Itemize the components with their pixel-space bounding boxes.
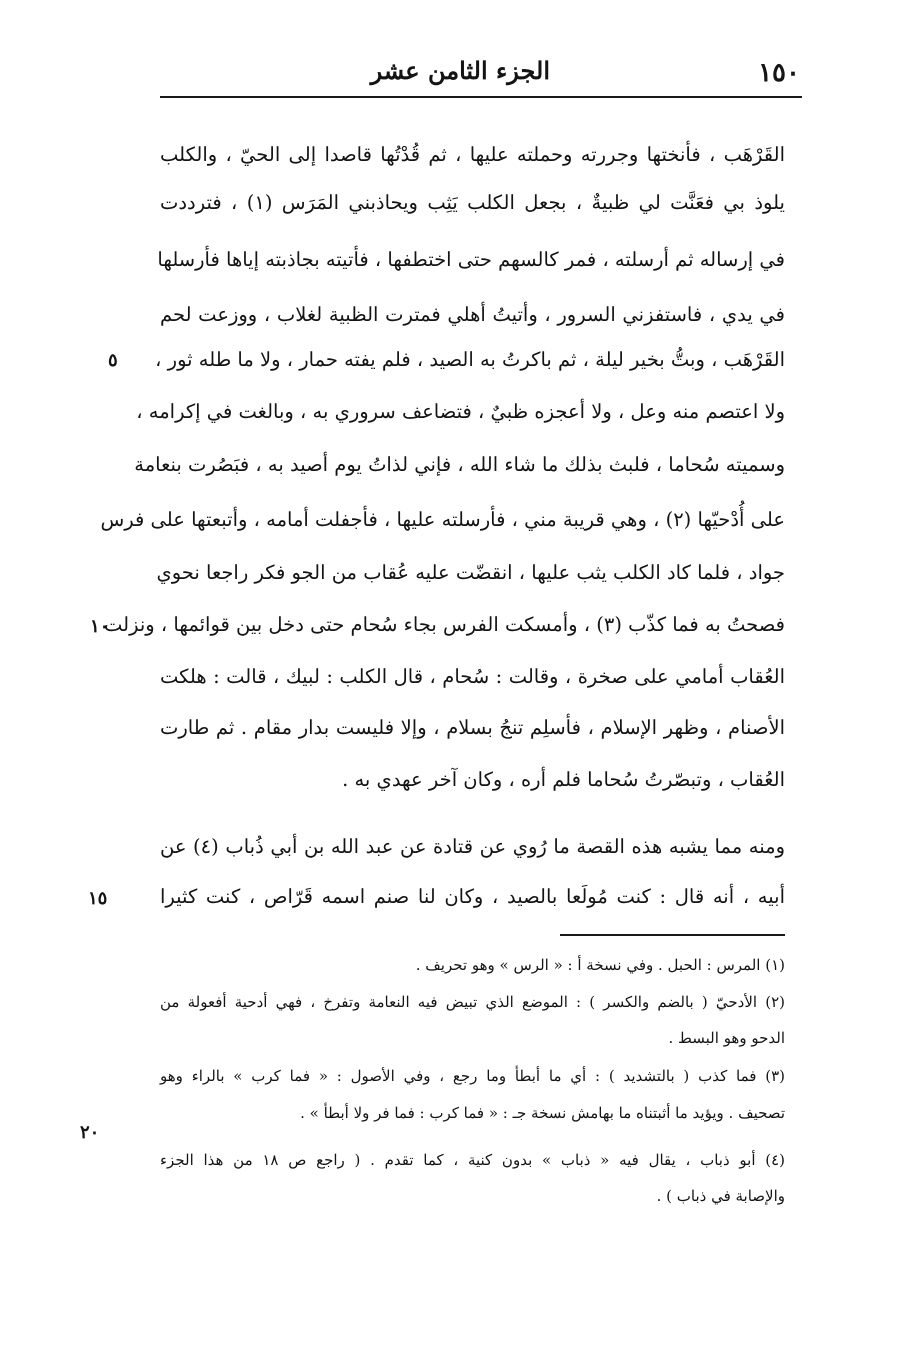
text-line: في يدي ، فاستفزني السرور ، وأتيتُ أهلي فمترت الظبية لغلاب ، ووزعت لحم	[160, 303, 785, 326]
header-rule	[160, 96, 802, 98]
text-line: أبيه ، أنه قال : كنت مُولَعا بالصيد ، وكان لنا صنم اسمه قَرّاص ، كنت كثيرا	[160, 885, 785, 908]
text-line: في إرساله ثم أرسلته ، فمر كالسهم حتى اختطفها ، فأتيته بجاذبته إياها فأرسلها	[157, 248, 785, 271]
text-line: القَرْهَب ، وبتُّ بخير ليلة ، ثم باكرتُ به الصيد ، فلم يفته حمار ، ولا ما طله ثور ،	[155, 348, 785, 371]
footnote-line: (٢) الأدحيّ ( بالضم والكسر ) : الموضع الذي تبيض فيه النعامة وتفرخ ، فهي أدحية أفعولة من	[160, 993, 785, 1011]
line-number-10: ١٠	[90, 616, 110, 637]
footnote-line: (٤) أبو ذباب ، يقال فيه « ذباب » بدون كنية ، كما تقدم . ( راجع ص ١٨ من هذا الجزء	[160, 1151, 785, 1169]
text-line: ولا اعتصم منه وعل ، ولا أعجزه ظبيٌ ، فتضاعف سروري به ، وبالغت في إكرامه ،	[136, 400, 785, 423]
text-line: يلوذ بي فعَنَّت لي ظبيةٌ ، بجعل الكلب يَثِب ويحاذبني المَرَس (١) ، فترددت	[160, 191, 785, 214]
footnote-line: والإصابة في ذباب ) .	[656, 1187, 785, 1205]
text-line: العُقاب أمامي على صخرة ، وقالت : سُحام ، قال الكلب : لبيك ، قالت : هلكت	[160, 665, 785, 688]
line-number-5: ٥	[108, 350, 118, 371]
text-line: جواد ، فلما كاد الكلب يثب عليها ، انقضّت عليه عُقاب من الجو فكر راجعا نحوي	[156, 561, 785, 584]
page-number: ١٥٠	[758, 58, 800, 88]
running-title: الجزء الثامن عشر	[370, 56, 550, 85]
line-number-20: ٢٠	[80, 1122, 100, 1143]
footnote-line: الدحو وهو البسط .	[668, 1029, 785, 1047]
footnote-line: تصحيف . ويؤيد ما أثبتناه ما بهامش نسخة جـ : « فما كرب : فما فر ولا أبطأ » .	[300, 1104, 785, 1122]
text-line: وسميته سُحاما ، فلبث بذلك ما شاء الله ، فإني لذاتُ يوم أصيد به ، فبَصُرت بنعامة	[134, 453, 785, 476]
text-line: فصحتُ به فما كذّب (٣) ، وأمسكت الفرس بجاء سُحام حتى دخل بين قوائمها ، ونزلت	[104, 613, 785, 636]
text-line: القَرْهَب ، فأنختها وجررته وحملته عليها ، ثم قُدْتُها قاصدا إلى الحيّ ، والكلب	[160, 143, 785, 166]
footnote-rule	[560, 934, 785, 936]
footnote-line: (٣) فما كذب ( بالتشديد ) : أي ما أبطأ وما رجع ، وفي الأصول : « فما كرب » بالراء وهو	[160, 1067, 785, 1085]
text-line: ومنه مما يشبه هذه القصة ما رُوي عن قتادة عن عبد الله بن أبي ذُباب (٤) عن	[160, 835, 785, 858]
line-number-15: ١٥	[88, 888, 108, 909]
footnote-line: (١) المرس : الحبل . وفي نسخة أ : « الرس » وهو تحريف .	[415, 956, 785, 974]
text-line: على أُدْحيّها (٢) ، وهي قريبة مني ، فأرسلته عليها ، فأجفلت أمامه ، وأتبعتها على فرس	[100, 508, 785, 531]
text-line: العُقاب ، وتبصّرتُ سُحاما فلم أره ، وكان آخر عهدي به .	[342, 768, 785, 791]
running-header	[160, 52, 800, 96]
text-line: الأصنام ، وظهر الإسلام ، فأسلِم تنجُ بسلام ، وإلا فليست بدار مقام . ثم طارت	[160, 716, 785, 739]
